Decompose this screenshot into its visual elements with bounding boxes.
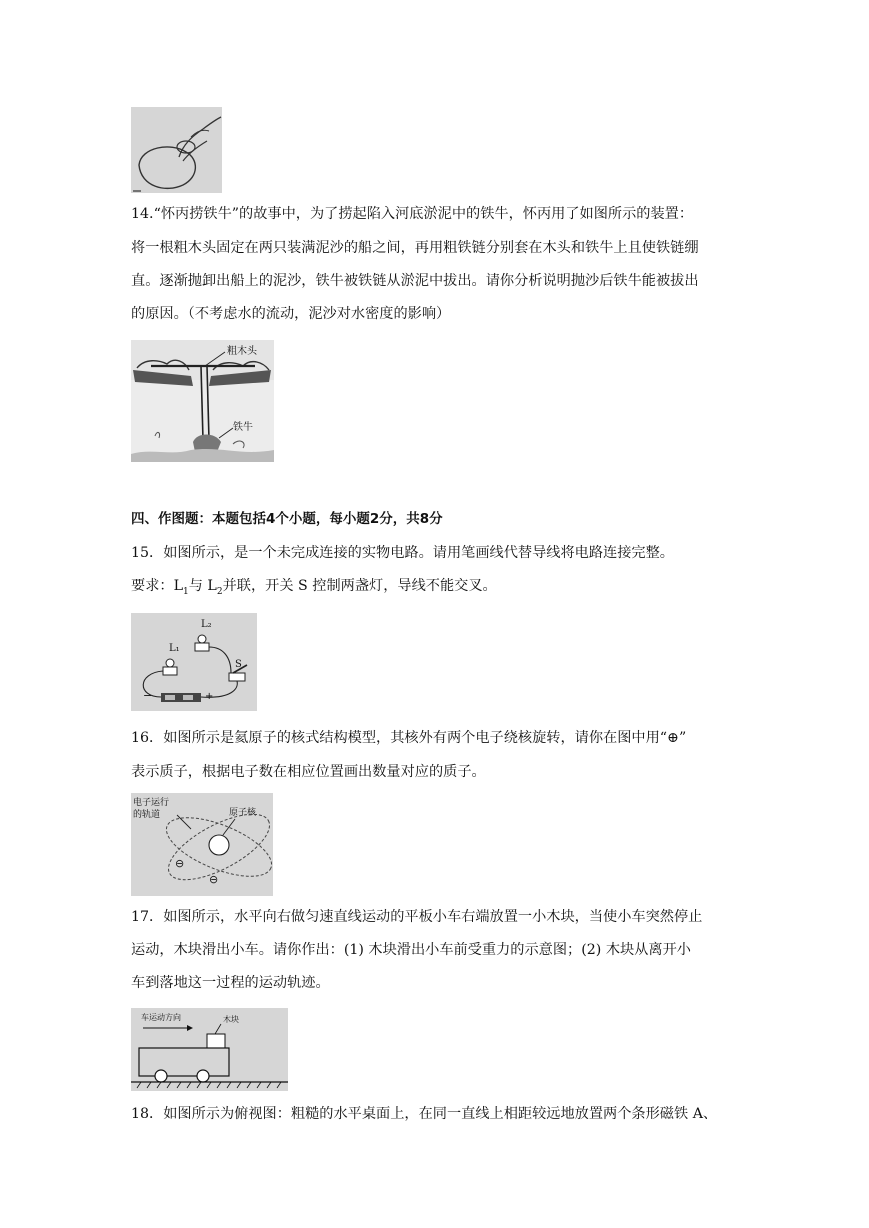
q18-line-1: 18．如图所示为俯视图：粗糙的水平桌面上，在同一直线上相距较远地放置两个条形磁铁 A、	[131, 1106, 718, 1122]
q17-line-2: 运动，木块滑出小车。请你作出：(1) 木块滑出小车前受重力的示意图；(2) 木块从离开小	[131, 942, 691, 958]
label-minus: −	[143, 689, 153, 702]
q15-requirement	[131, 576, 751, 602]
label-iron-ox: 铁牛	[233, 422, 253, 433]
figure-atom	[131, 793, 273, 896]
label-plus: +	[205, 691, 214, 702]
section-heading: 四、作图题：本题包括4个小题，每小题2分，共8分	[131, 511, 443, 527]
label-orbit-2: 的轨道	[133, 810, 161, 820]
label-log: 粗木头	[227, 346, 257, 357]
q15-line-1: 15．如图所示，是一个未完成连接的实物电路。请用笔画线代替导线将电路连接完整。	[131, 545, 674, 561]
q14-line-2: 将一根粗木头固定在两只装满泥沙的船之间，再用粗铁链分别套在木头和铁牛上且使铁链绷	[131, 240, 699, 256]
q16-line-1: 16．如图所示是氦原子的核式结构模型，其核外有两个电子绕核旋转，请你在图中用“⊕”	[131, 730, 687, 746]
q17-line-3: 车到落地这一过程的运动轨迹。	[131, 975, 330, 991]
figure-hand-balloon	[131, 107, 222, 193]
electron-1-icon: ⊖	[175, 857, 185, 870]
electron-2-icon: ⊖	[209, 873, 219, 886]
q15-req-sub-1: 1	[182, 586, 189, 597]
q14-line-4: 的原因。（不考虑水的流动，泥沙对水密度的影响）	[131, 306, 451, 322]
label-orbit-1: 电子运行	[133, 798, 170, 808]
q14-line-1: 14.“怀丙捞铁牛”的故事中，为了捞起陷入河底淤泥中的铁牛，怀丙用了如图所示的装置：	[131, 206, 694, 222]
q15-req-prefix: 要求：L	[131, 578, 183, 594]
q15-req-mid: 与 L	[188, 578, 217, 594]
label-l2: L₂	[201, 619, 212, 630]
label-nucleus: 原子核	[229, 808, 257, 818]
label-block: 木块	[223, 1015, 239, 1024]
figure-cart	[131, 1008, 288, 1091]
q15-req-suffix: 并联，开关 S 控制两盏灯，导线不能交叉。	[222, 578, 497, 594]
label-switch: S	[235, 659, 242, 670]
figure-circuit	[131, 613, 257, 711]
q14-line-3: 直。逐渐抛卸出船上的泥沙，铁牛被铁链从淤泥中拔出。请你分析说明抛沙后铁牛能被拔出	[131, 273, 699, 289]
q15-req-sub-2: 2	[216, 586, 223, 597]
q16-line-2: 表示质子，根据电子数在相应位置画出数量对应的质子。	[131, 764, 486, 780]
label-l1: L₁	[169, 643, 180, 654]
q17-line-1: 17．如图所示，水平向右做匀速直线运动的平板小车右端放置一小木块，当使小车突然停止	[131, 909, 703, 925]
label-direction: 车运动方向	[141, 1013, 181, 1022]
figure-iron-ox	[131, 340, 274, 462]
